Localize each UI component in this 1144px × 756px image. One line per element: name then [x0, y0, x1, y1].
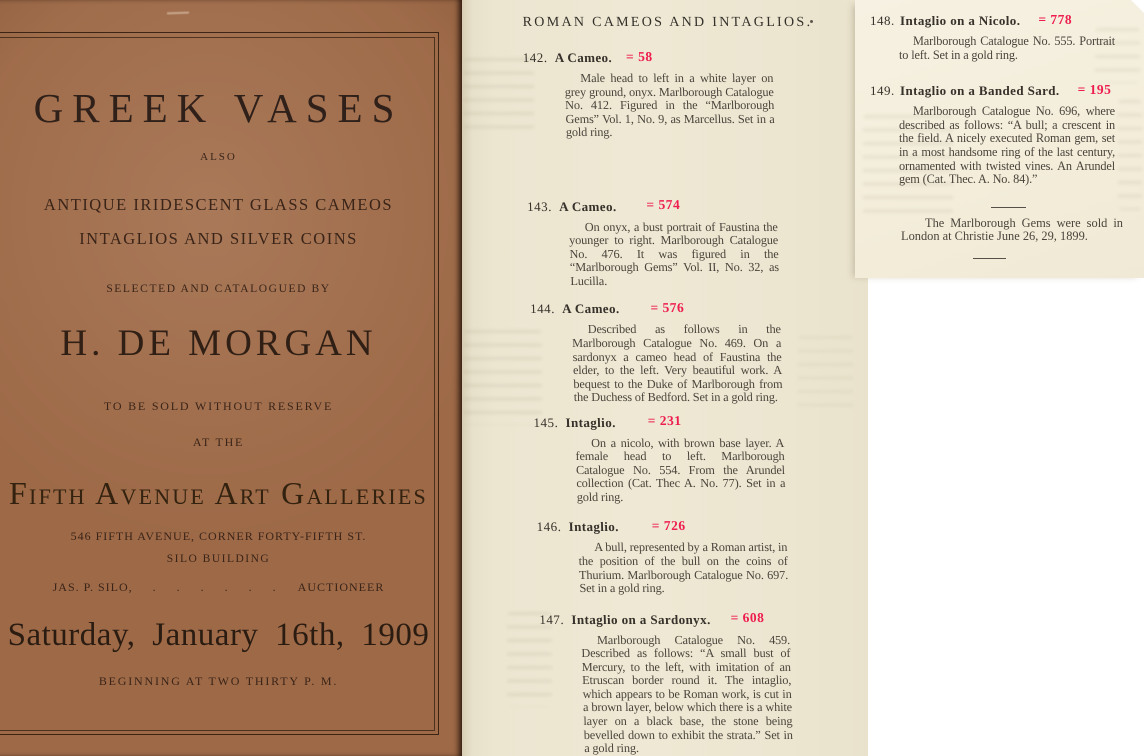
entry-number: 142. — [522, 50, 548, 65]
auctioneer-name: JAS. P. SILO, — [52, 580, 133, 594]
entry-title: Intaglio on a Sardonyx. — [571, 611, 711, 627]
entry-heading — [855, 13, 1144, 28]
entry-list-right — [855, 13, 1144, 187]
entry-number: 144. — [529, 301, 556, 317]
entry-heading — [474, 415, 868, 430]
cover-sale-date: Saturday, January 16th, 1909 — [7, 617, 430, 653]
book-cover — [0, 0, 462, 756]
entry-title: Intaglio. — [565, 414, 616, 430]
catalog-entry — [855, 83, 1144, 187]
entry-price-annotation: = 778 — [1038, 11, 1073, 27]
cover-building: SILO BUILDING — [166, 553, 271, 565]
auctioneer-title: AUCTIONEER — [297, 580, 385, 594]
entry-number: 147. — [539, 611, 565, 627]
entry-heading — [463, 50, 868, 65]
entry-title: A Cameo. — [561, 301, 620, 317]
entry-number: 148. — [870, 13, 895, 28]
catalog-entry — [477, 519, 868, 595]
page-corner-notch — [1131, 0, 1144, 13]
cover-sale-terms: TO BE SOLD WITHOUT RESERVE — [103, 399, 334, 413]
cover-selected-by: SELECTED AND CATALOGUED BY — [106, 283, 331, 295]
cover-title: GREEK VASES — [33, 85, 404, 131]
entry-list-left — [463, 50, 868, 756]
entry-number: 149. — [870, 83, 895, 99]
cover-gallery-name: Fifth Avenue Art Galleries — [9, 475, 428, 511]
catalog-page-overlay — [855, 0, 1144, 278]
separator-rule — [973, 258, 1006, 259]
catalog-entry — [463, 50, 868, 140]
section-header: ROMAN CAMEOS AND INTAGLIOS. — [522, 15, 813, 30]
cover-auctioneer-line — [0, 580, 437, 595]
entry-title: A Cameo. — [554, 50, 613, 65]
entry-number: 143. — [526, 198, 553, 214]
entry-title: Intaglio on a Nicolo. — [900, 13, 1021, 28]
entry-heading — [855, 83, 1144, 98]
entry-description: Male head to left in a white layer on grey ground, onyx. Marlborough Catalogue No. 412. Figured in the “Marlborough Gems” Vol. 1, No. 9, as Marcellus. Set in a gold ring. — [564, 71, 775, 140]
cover-author: H. DE MORGAN — [60, 323, 377, 364]
entry-title: Intaglio on a Banded Sard. — [900, 83, 1060, 99]
entry-description: Described as follows in the Marlborough Catalogue No. 469. On a sardonyx a cameo head of Faustina the elder, to the left. Very beautiful work. A bequest to the Duke of Marlborough from the Duchess of Bedford. Set in a gold ring. — [571, 322, 783, 405]
cover-subtitle-1: ANTIQUE IRIDESCENT GLASS CAMEOS — [43, 195, 394, 214]
separator-rule — [991, 207, 1026, 208]
catalog-entry — [471, 301, 868, 404]
entry-description: On a nicolo, with brown base layer. A female head to left. Marlborough Catalogue No. 554. From the Arundel collection (Cat. Thec A. No. 77). Set in a gold ring. — [575, 435, 786, 504]
entry-price-annotation: = 574 — [646, 197, 681, 213]
colophon-note: The Marlborough Gems were sold in London at Christie June 26, 29, 1899. — [901, 215, 1123, 244]
entry-heading — [471, 301, 868, 316]
cover-sale-time: BEGINNING AT TWO THIRTY P. M. — [98, 674, 339, 688]
catalog-page — [462, 0, 868, 756]
entry-price-annotation: = 726 — [651, 517, 686, 533]
cover-at-the: AT THE — [192, 435, 245, 449]
entry-heading — [468, 199, 868, 214]
catalog-entry — [474, 415, 868, 505]
cover-subtitle-2: INTAGLIOS AND SILVER COINS — [79, 229, 358, 248]
entry-description: On onyx, a bust portrait of Faustina the younger to right. Marlborough Catalogue No. 476. It was figured in the “Marlborough Gems” Vol. II, No. 32, as Lucilla. — [568, 219, 780, 288]
cover-also: ALSO — [200, 151, 237, 163]
entry-price-annotation: = 195 — [1077, 81, 1112, 97]
entry-heading — [480, 612, 868, 627]
catalog-entry — [855, 13, 1144, 62]
entry-description: Marlborough Catalogue No. 555. Portrait to left. Set in a gold ring. — [899, 34, 1115, 62]
catalog-entry — [480, 612, 868, 756]
entry-price-annotation: = 576 — [650, 299, 685, 315]
entry-price-annotation: = 608 — [730, 610, 765, 626]
scratch-mark — [167, 12, 189, 15]
entry-heading — [477, 519, 868, 534]
catalog-entry — [468, 199, 868, 289]
leader-dots: . . . . . . — [152, 580, 278, 594]
entry-description: Marlborough Catalogue No. 696, where described as follows: “A bull; a crescent in the field. A nicely executed Roman gem, set in a most handsome ring of the last century, ornamented with twisted vines. An Arundel gem (Cat. Thec. A. No. 84).” — [899, 104, 1115, 187]
cover-address: 546 FIFTH AVENUE, CORNER FORTY-FIFTH ST. — [70, 529, 367, 543]
entry-description: A bull, represented by a Roman artist, in the position of the bull on the coins of Thurium. Marlborough Catalogue No. 697. Set in a gold ring. — [578, 540, 789, 596]
entry-number: 145. — [533, 414, 559, 430]
entry-description: Marlborough Catalogue No. 459. Described as follows: “A small bust of Mercury, to the left, with imitation of an Etruscan border round it. The intaglio, which appears to be Roman work, is cut in a brown layer, below which there is a white layer on a black base, the stone being bevelled down to exhibit the strata.” Set in a gold ring. — [581, 632, 794, 756]
entry-price-annotation: = 231 — [647, 413, 682, 429]
entry-number: 146. — [536, 519, 562, 535]
entry-title: A Cameo. — [558, 198, 617, 214]
entry-title: Intaglio. — [568, 519, 620, 535]
entry-price-annotation: = 58 — [625, 48, 653, 64]
